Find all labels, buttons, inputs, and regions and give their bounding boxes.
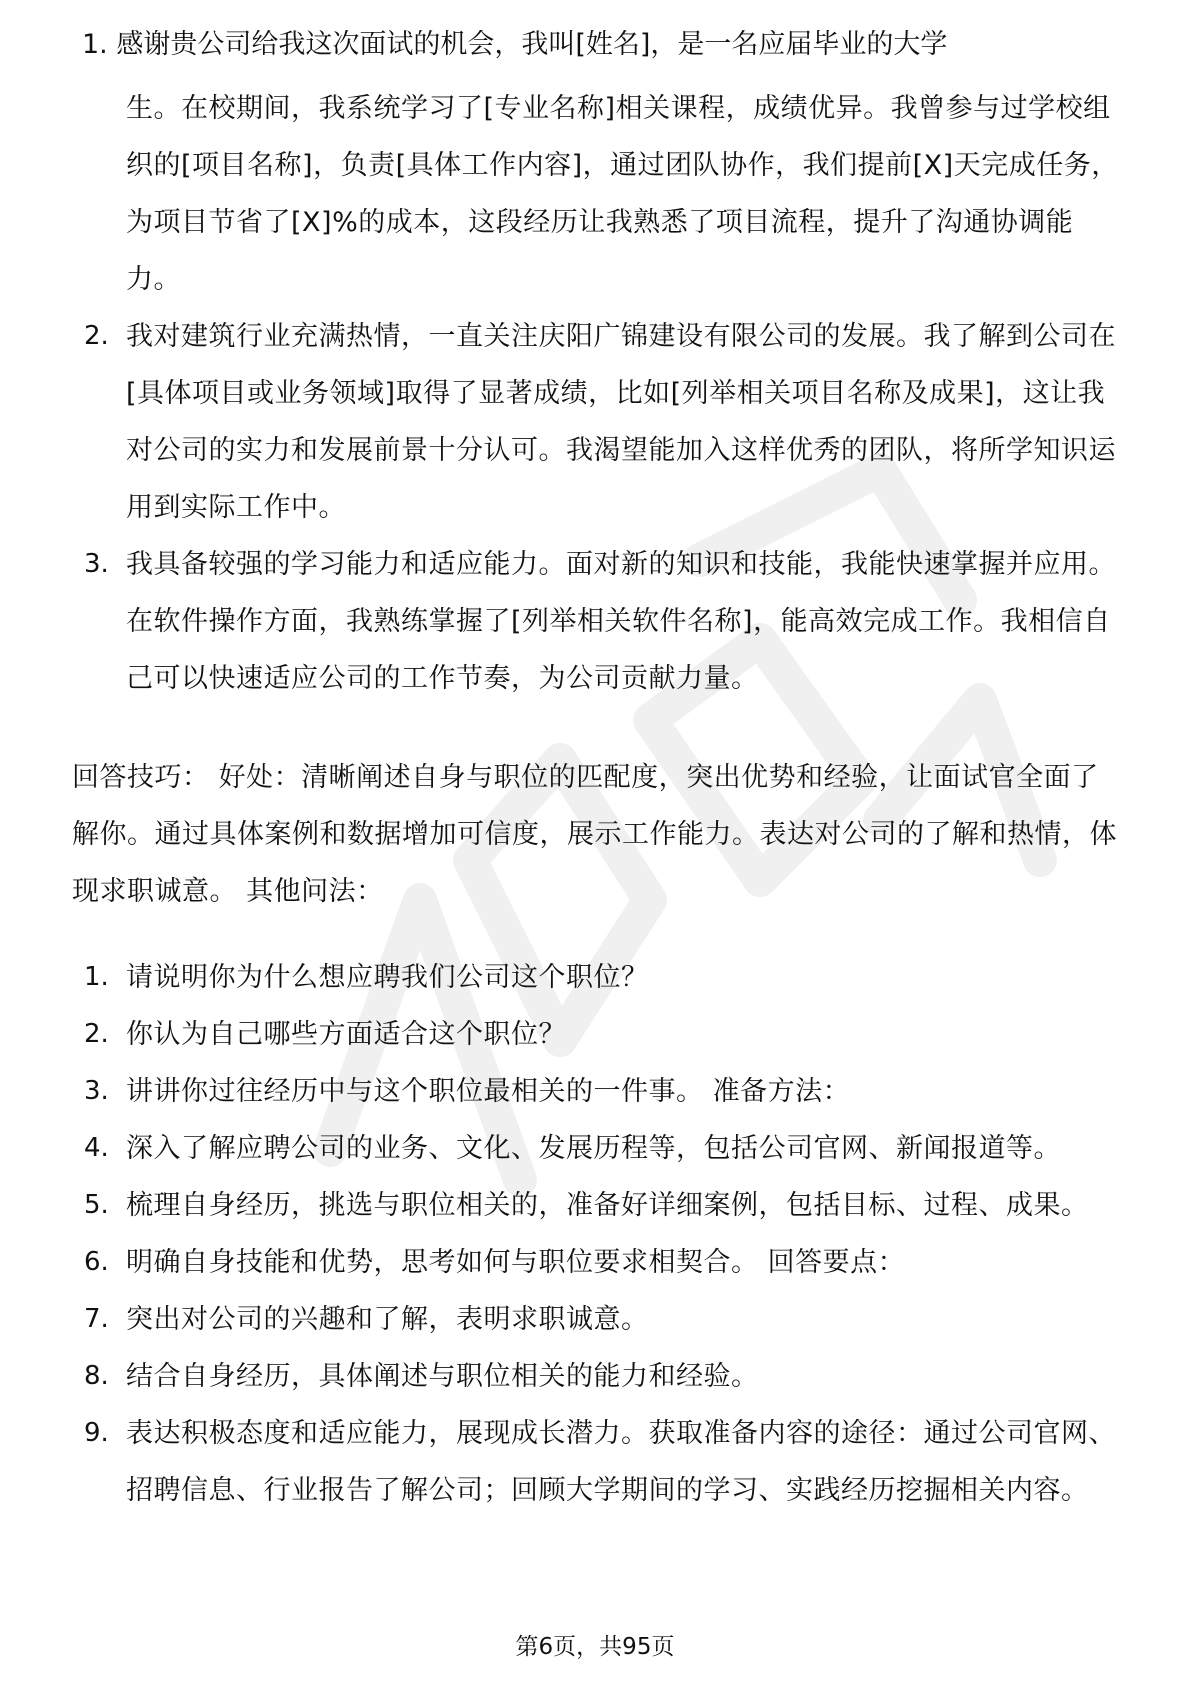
list-number: 7.	[84, 1304, 109, 1334]
cut-off-text: 1. 感谢贵公司给我这次面试的机会，我叫[姓名]，是一名应届毕业的大学	[82, 30, 948, 60]
list-text: 请说明你为什么想应聘我们公司这个职位？	[126, 962, 649, 993]
list-text: 讲讲你过往经历中与这个职位最相关的一件事。 准备方法：	[126, 1076, 851, 1107]
list-item	[0, 1291, 1190, 1348]
list-text: 明确自身技能和优势，思考如何与职位要求相契合。 回答要点：	[126, 1247, 906, 1278]
list-item	[0, 949, 1190, 1006]
list-number: 5.	[84, 1190, 109, 1220]
list-item	[0, 1405, 1190, 1519]
list-item	[0, 80, 1190, 308]
list-text: 我对建筑行业充满热情，一直关注庆阳广锦建设有限公司的发展。我了解到公司在[具体项目或业务领域]取得了显著成绩，比如[列举相关项目名称及成果]，这让我对公司的实力和发展前景十分认可。我渴望能加入这样优秀的团队，将所学知识运用到实际工作中。	[126, 321, 1116, 523]
list-number: 6.	[84, 1247, 109, 1277]
list-item	[0, 536, 1190, 707]
list-text: 你认为自己哪些方面适合这个职位？	[126, 1019, 566, 1050]
list-number: 9.	[84, 1418, 109, 1448]
list-number: 3.	[84, 549, 109, 579]
list-number: 4.	[84, 1133, 109, 1163]
list-number: 2.	[84, 321, 109, 351]
cut-off-text-line	[82, 30, 1082, 60]
answer-tips-paragraph: 回答技巧： 好处：清晰阐述自身与职位的匹配度，突出优势和经验，让面试官全面了解你。通过具体案例和数据增加可信度，展示工作能力。表达对公司的了解和热情，体现求职诚意。 其他问法：	[72, 762, 1117, 907]
answer-list	[0, 80, 1190, 707]
list-item	[0, 1006, 1190, 1063]
list-text: 生。在校期间，我系统学习了[专业名称]相关课程，成绩优异。我曾参与过学校组织的[项目名称]，负责[具体工作内容]，通过团队协作，我们提前[X]天完成任务，为项目节省了[X]%的成本，这段经历让我熟悉了项目流程，提升了沟通协调能力。	[126, 93, 1119, 295]
list-text: 梳理自身经历，挑选与职位相关的，准备好详细案例，包括目标、过程、成果。	[126, 1190, 1089, 1221]
tips-list	[0, 949, 1190, 1519]
list-number: 8.	[84, 1361, 109, 1391]
list-text: 我具备较强的学习能力和适应能力。面对新的知识和技能，我能快速掌握并应用。在软件操作方面，我熟练掌握了[列举相关软件名称]，能高效完成工作。我相信自己可以快速适应公司的工作节奏，为公司贡献力量。	[126, 549, 1116, 694]
list-item	[0, 1120, 1190, 1177]
list-number: 1.	[84, 962, 109, 992]
page-footer: 第6页，共95页	[515, 1634, 675, 1660]
list-text: 表达积极态度和适应能力，展现成长潜力。获取准备内容的途径：通过公司官网、招聘信息、行业报告了解公司；回顾大学期间的学习、实践经历挖掘相关内容。	[126, 1418, 1116, 1506]
list-text: 深入了解应聘公司的业务、文化、发展历程等，包括公司官网、新闻报道等。	[126, 1133, 1061, 1164]
list-item	[0, 1063, 1190, 1120]
list-number: 3.	[84, 1076, 109, 1106]
list-item	[0, 1348, 1190, 1405]
list-item	[0, 1234, 1190, 1291]
list-item	[0, 1177, 1190, 1234]
list-number: 2.	[84, 1019, 109, 1049]
list-text: 突出对公司的兴趣和了解，表明求职诚意。	[126, 1304, 649, 1335]
list-text: 结合自身经历，具体阐述与职位相关的能力和经验。	[126, 1361, 759, 1392]
list-item	[0, 308, 1190, 536]
